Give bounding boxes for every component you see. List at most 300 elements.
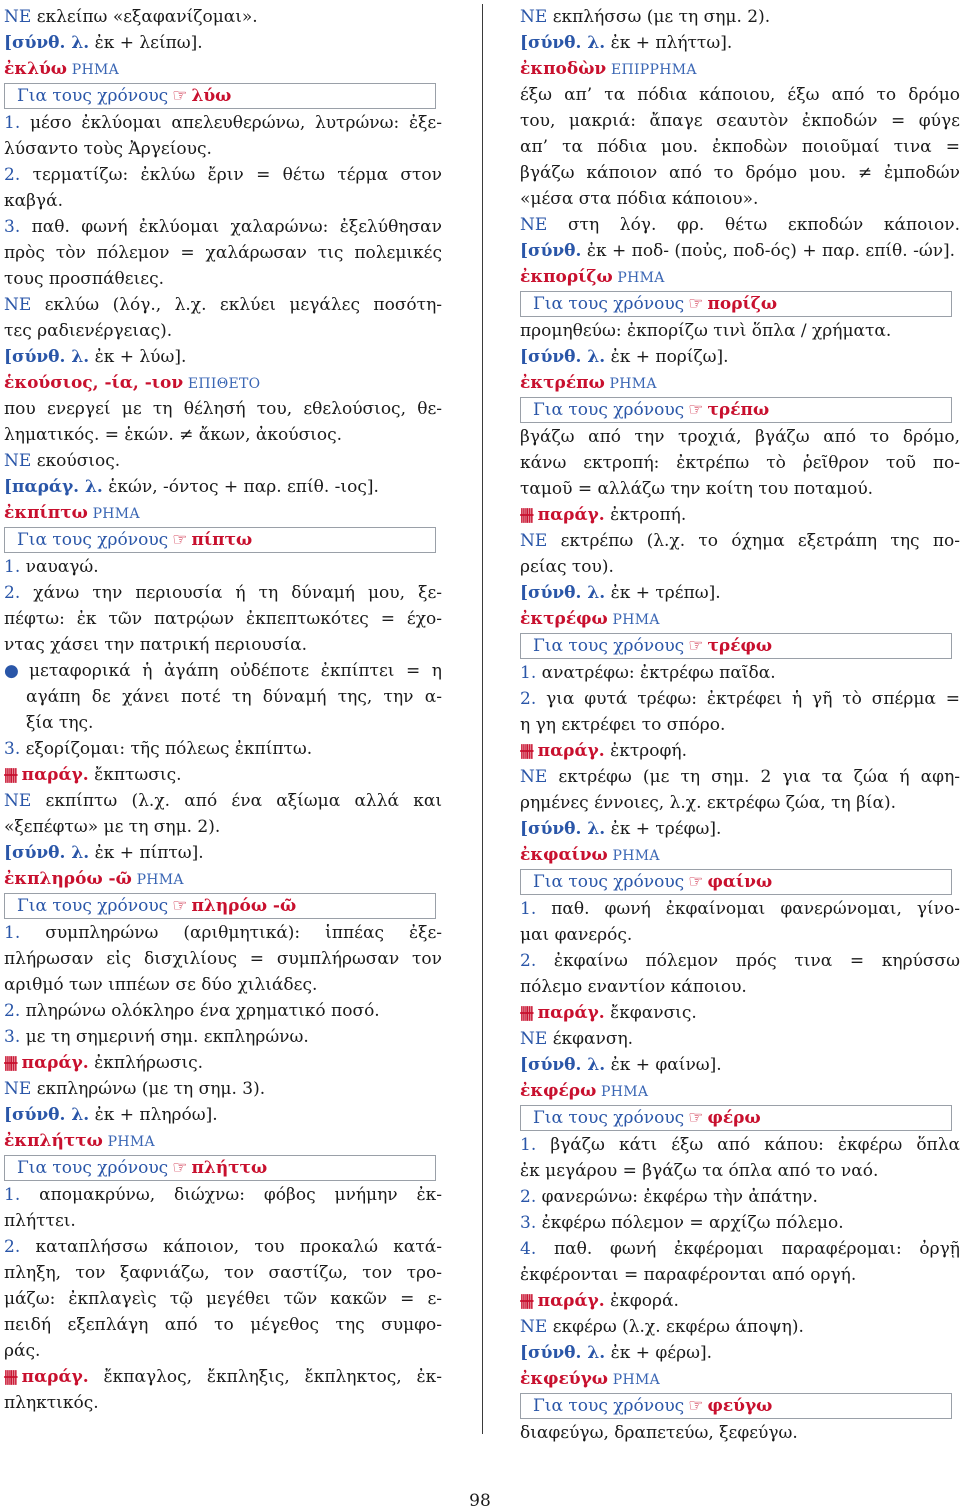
text-span: ρημένες έννοιες, λ.χ. εκτρέφω ζώα, τη βία).	[520, 793, 897, 813]
text-span: ἐκφέρω πόλεμον = αρχίζω πόλεμο.	[536, 1213, 844, 1233]
text-span: με τη σημερινή σημ. εκπληρώνω.	[20, 1027, 309, 1047]
text-line	[4, 788, 442, 814]
text-span: ἐκ + πλήττω].	[605, 33, 733, 53]
text-line	[520, 896, 960, 922]
sense-marker: 2.	[4, 1001, 21, 1021]
text-line	[4, 1102, 442, 1128]
text-span: πληξη, τον ξαφνιάζω, τον σαστίζω, τον τρο-	[4, 1263, 442, 1283]
part-of-speech: ΡΗΜΑ	[607, 848, 660, 864]
text-span: παθ. φωνή ἐκλύομαι χαλαρώνω: ἐξελύθησαν	[20, 217, 442, 237]
headword: ἐκφεύγω	[520, 1369, 608, 1389]
text-line	[4, 1390, 442, 1416]
pointing-hand-icon: ☞	[172, 1158, 188, 1178]
text-span: η γη εκτρέφει το σπόρο.	[520, 715, 726, 735]
text-span: διαφεύγω, δραπετεύω, ξεφεύγω.	[520, 1423, 798, 1443]
tense-label: Για τους χρόνους	[533, 400, 685, 420]
etymology-label: [σύνθ. λ.	[4, 1105, 90, 1125]
text-line	[520, 1026, 960, 1052]
text-line	[520, 4, 960, 30]
text-line	[520, 764, 960, 790]
text-span: του, μακριά: ἄπαγε σεαυτὸν ἐκποδών = φύγε	[520, 111, 960, 131]
tense-reference-verb: πλήττω	[191, 1158, 268, 1178]
text-line	[520, 1158, 960, 1184]
headword: παράγ.	[21, 765, 89, 785]
text-line	[4, 632, 442, 658]
pointing-hand-icon: ☞	[172, 86, 188, 106]
text-line	[520, 1000, 960, 1026]
text-span: ἐκ + πίπτω].	[89, 843, 204, 863]
text-span: εκλείπω «εξαφανίζομαι».	[31, 7, 258, 27]
tense-label: Για τους χρόνους	[17, 86, 169, 106]
text-line	[4, 1024, 442, 1050]
text-line	[520, 580, 960, 606]
text-line	[520, 1420, 960, 1446]
sense-marker: 1.	[4, 557, 21, 577]
part-of-speech: ΡΗΜΑ	[608, 1372, 661, 1388]
text-span: έξω απ’ τα πόδια κάποιου, έξω από το δρόμο	[520, 85, 960, 105]
tense-label: Για τους χρόνους	[533, 1396, 685, 1416]
etymology-label: [σύνθ. λ.	[520, 583, 606, 603]
etymology-label: [παράγ. λ.	[4, 477, 103, 497]
etymology-label: [σύνθ. λ.	[4, 33, 90, 53]
pointing-hand-icon: ☞	[172, 896, 188, 916]
pointing-hand-icon: ☞	[172, 530, 188, 550]
text-line	[4, 946, 442, 972]
text-span: ἔκπαγλος, ἔκπληξις, ἔκπληκτος, ἐκ-	[88, 1367, 442, 1387]
text-span: απομακρύνω, διώχνω: φόβος μνήμην ἐκ-	[20, 1185, 442, 1205]
column-divider	[482, 4, 483, 1434]
text-line	[520, 186, 960, 212]
text-line	[4, 500, 442, 526]
headword: παράγ.	[537, 1291, 605, 1311]
derivatives-tree-icon: ⫵⫵	[520, 505, 532, 525]
headword: παράγ.	[21, 1053, 89, 1073]
text-span: ἐκ + πορίζω].	[605, 347, 729, 367]
etymology-label: [σύνθ. λ.	[520, 347, 606, 367]
sense-marker: ΝΕ	[4, 451, 32, 471]
part-of-speech: ΡΗΜΑ	[612, 270, 665, 286]
derivatives-tree-icon: ⫵⫵	[4, 1367, 16, 1387]
tense-reference-box	[520, 397, 952, 423]
text-line	[520, 424, 960, 450]
text-line	[520, 1314, 960, 1340]
text-span: εξορίζομαι: τῆς πόλεως ἐκπίπτω.	[20, 739, 313, 759]
text-line	[4, 736, 442, 762]
etymology-label: [σύνθ.	[520, 241, 582, 261]
pointing-hand-icon: ☞	[688, 1396, 704, 1416]
text-line	[4, 1234, 442, 1260]
tense-reference-verb: φέρω	[707, 1108, 761, 1128]
text-span: ρείας του).	[520, 557, 614, 577]
text-line	[4, 762, 442, 788]
text-span: πρὸς τὸν πόλεμον = χαλάρωσαν τις πολεμικές	[4, 243, 442, 263]
text-span: ἐκ + λύω].	[89, 347, 187, 367]
tense-reference-box	[4, 893, 436, 919]
text-span: ταμοῦ = αλλάζω την κοίτη του ποταμού.	[520, 479, 874, 499]
text-line	[520, 528, 960, 554]
text-line	[4, 1076, 442, 1102]
derivatives-tree-icon: ⫵⫵	[4, 765, 16, 785]
text-line	[4, 370, 442, 396]
text-line	[4, 1050, 442, 1076]
bullet-icon: ●	[4, 661, 25, 681]
tense-reference-box	[520, 633, 952, 659]
text-span: ἐκ + τρέφω].	[605, 819, 722, 839]
part-of-speech: ΡΗΜΑ	[131, 872, 184, 888]
text-span: παθ. φωνή ἐκφέρομαι παραφέρομαι: ὀργῇ	[536, 1239, 960, 1259]
text-span: έκφανση.	[547, 1029, 634, 1049]
text-line	[520, 922, 960, 948]
text-line	[4, 1338, 442, 1364]
text-line	[4, 840, 442, 866]
text-span: εκπλήσσω (με τη σημ. 2).	[547, 7, 771, 27]
sense-marker: ΝΕ	[520, 1317, 548, 1337]
headword: ἐκπορίζω	[520, 267, 613, 287]
text-span: απ’ τα πόδια μου. ἐκποδὼν ποιοῦμαί τινα =	[520, 137, 960, 157]
text-span: ντας χάσει την πατρική περιουσία.	[4, 635, 308, 655]
derivatives-tree-icon: ⫵⫵	[4, 1053, 16, 1073]
sense-marker: 3.	[520, 1213, 537, 1233]
text-line	[4, 110, 442, 136]
text-span: ράς.	[4, 1341, 41, 1361]
text-span: ἐκ + ποδ- (ποὐς, ποδ-ός) + παρ. επίθ. -ών].	[581, 241, 956, 261]
sense-marker: 3.	[4, 217, 21, 237]
text-line	[520, 1288, 960, 1314]
text-line	[4, 972, 442, 998]
text-line	[4, 56, 442, 82]
text-span: παθ. φωνή ἐκφαίνομαι φανερώνομαι, γίνο-	[536, 899, 960, 919]
tense-reference-verb: πίπτω	[191, 530, 253, 550]
text-line	[520, 790, 960, 816]
text-span: ἐκ + τρέπω].	[605, 583, 721, 603]
part-of-speech: ΕΠΙΡΡΗΜΑ	[606, 62, 697, 78]
tense-reference-verb: λύω	[191, 86, 232, 106]
text-span: εκφέρω (λ.χ. εκφέρω άποψη).	[547, 1317, 804, 1337]
pointing-hand-icon: ☞	[688, 400, 704, 420]
text-line	[4, 1128, 442, 1154]
tense-reference-verb: τρέπω	[707, 400, 770, 420]
text-span: ἐκπλήρωσις.	[88, 1053, 204, 1073]
headword: ἐκτρέπω	[520, 373, 605, 393]
etymology-label: [σύνθ. λ.	[4, 843, 90, 863]
text-line	[520, 502, 960, 528]
sense-marker: ΝΕ	[520, 7, 548, 27]
sense-marker: ΝΕ	[520, 767, 548, 787]
part-of-speech: ΡΗΜΑ	[604, 376, 657, 392]
tense-label: Για τους χρόνους	[533, 294, 685, 314]
left-column	[4, 4, 442, 1416]
text-span: ἐκφορά.	[604, 1291, 679, 1311]
tense-reference-box	[520, 869, 952, 895]
text-span: για φυτά τρέφω: ἐκτρέφει ἡ γῆ τὸ σπέρμα =	[536, 689, 960, 709]
text-line	[4, 4, 442, 30]
derivatives-tree-icon: ⫵⫵	[520, 741, 532, 761]
text-line	[520, 1366, 960, 1392]
text-line	[4, 1208, 442, 1234]
text-span: πληκτικός.	[4, 1393, 99, 1413]
pointing-hand-icon: ☞	[688, 872, 704, 892]
text-span: ἔκπτωσις.	[88, 765, 182, 785]
tense-reference-verb: πορίζω	[707, 294, 778, 314]
headword: ἐκπλήττω	[4, 1131, 103, 1151]
text-span: τερματίζω: ἐκλύω ἔριν = θέτω τέρμα στον	[20, 165, 442, 185]
text-span: μέσο ἐκλύομαι απελευθερώνω, λυτρώνω: ἐξε-	[20, 113, 442, 133]
text-span: λύσαντο τοὺς Ἀργείους.	[4, 139, 212, 159]
text-span: μεταφορικά ἡ ἀγάπη οὐδέποτε ἐκπίπτει = η	[29, 661, 442, 681]
sense-marker: ΝΕ	[4, 1079, 32, 1099]
sense-marker: 1.	[520, 1135, 537, 1155]
text-line	[520, 56, 960, 82]
text-line	[520, 1184, 960, 1210]
tense-reference-verb: φεύγω	[707, 1396, 773, 1416]
sense-marker: 3.	[4, 1027, 21, 1047]
sense-marker: 2.	[520, 1187, 537, 1207]
tense-reference-verb: πληρόω -ῶ	[191, 896, 297, 916]
text-span: ἐκ + πληρόω].	[89, 1105, 218, 1125]
text-line	[520, 712, 960, 738]
etymology-label: [σύνθ. λ.	[4, 347, 90, 367]
tense-label: Για τους χρόνους	[533, 872, 685, 892]
text-line	[4, 554, 442, 580]
sense-marker: 3.	[4, 739, 21, 759]
text-line	[520, 160, 960, 186]
part-of-speech: ΕΠΙΘΕΤΟ	[183, 376, 261, 392]
text-line	[4, 30, 442, 56]
headword: παράγ.	[537, 741, 605, 761]
text-span: ανατρέφω: ἐκτρέφω παῖδα.	[536, 663, 776, 683]
derivatives-tree-icon: ⫵⫵	[520, 1003, 532, 1023]
text-span: προμηθεύω: ἐκπορίζω τινὶ ὅπλα / χρήματα.	[520, 321, 892, 341]
headword: ἐκτρέφω	[520, 609, 608, 629]
sense-marker: 2.	[4, 165, 21, 185]
text-span: ληματικός. = ἑκών. ≠ ἄκων, ἀκούσιος.	[4, 425, 343, 445]
text-line	[520, 660, 960, 686]
text-span: ἐκφαίνω πόλεμον πρός τινα = κηρύσσω	[536, 951, 960, 971]
sense-marker: 4.	[520, 1239, 537, 1259]
text-span: χάνω την περιουσία ή τη δύναμή μου, ξε-	[20, 583, 442, 603]
text-line	[4, 136, 442, 162]
text-line	[520, 974, 960, 1000]
headword: ἐκπληρόω	[4, 869, 103, 889]
text-span: καταπλήσσω κάποιον, του προκαλώ κατά-	[20, 1237, 442, 1257]
text-line	[520, 1078, 960, 1104]
text-line	[520, 344, 960, 370]
text-line	[4, 684, 442, 710]
text-span: ἐκ + λείπω].	[89, 33, 203, 53]
text-line	[4, 814, 442, 840]
text-span: ναυαγώ.	[20, 557, 99, 577]
text-span: στη λόγ. φρ. θέτω εκποδών κάποιον.	[547, 215, 960, 235]
text-span: τους προσπάθειες.	[4, 269, 164, 289]
sense-marker: ΝΕ	[4, 791, 32, 811]
text-span: ἐκτροπή.	[604, 505, 687, 525]
text-span: φανερώνω: ἐκφέρω τὴν ἀπάτην.	[536, 1187, 818, 1207]
text-span: καβγά.	[4, 191, 63, 211]
tense-label: Για τους χρόνους	[533, 636, 685, 656]
text-line	[4, 422, 442, 448]
text-line	[4, 318, 442, 344]
text-line	[4, 1364, 442, 1390]
tense-label: Για τους χρόνους	[533, 1108, 685, 1128]
text-line	[4, 606, 442, 632]
text-line	[4, 162, 442, 188]
headword: -ῶ	[102, 869, 132, 889]
sense-marker: 1.	[4, 923, 21, 943]
text-span: εκτρέπω (λ.χ. το όχημα εξετράπη της πο-	[547, 531, 960, 551]
text-line	[520, 606, 960, 632]
text-span: τες ραδιενέργειας).	[4, 321, 173, 341]
tense-label: Για τους χρόνους	[17, 530, 169, 550]
text-line	[520, 238, 960, 264]
tense-reference-box	[4, 527, 436, 553]
text-span: πλήρωσαν εἰς δισχιλίους = συμπλήρωσαν τον	[4, 949, 442, 969]
text-line	[520, 1262, 960, 1288]
text-line	[4, 866, 442, 892]
etymology-label: [σύνθ. λ.	[520, 819, 606, 839]
text-span: βγάζω κάτι έξω από κάπου: ἐκφέρω ὅπλα	[536, 1135, 960, 1155]
headword: παράγ.	[21, 1367, 89, 1387]
text-span: ἐκτροφή.	[604, 741, 687, 761]
right-column	[520, 4, 960, 1446]
tense-label: Για τους χρόνους	[17, 896, 169, 916]
pointing-hand-icon: ☞	[688, 294, 704, 314]
headword: ἐκλύω	[4, 59, 67, 79]
text-span: εκτρέφω (με τη σημ. 2 για τα ζώα ή αφη-	[547, 767, 960, 787]
text-line	[4, 1182, 442, 1208]
headword: ἑκούσιος, -ία, -ιον	[4, 373, 184, 393]
text-line	[520, 948, 960, 974]
tense-reference-verb: τρέφω	[707, 636, 773, 656]
text-span: «μέσα στα πόδια κάποιου».	[520, 189, 759, 209]
text-span: ἑκών, -όντος + παρ. επίθ. -ιος].	[102, 477, 379, 497]
headword: παράγ.	[537, 505, 605, 525]
sense-marker: ΝΕ	[4, 295, 32, 315]
sense-marker: ΝΕ	[520, 1029, 548, 1049]
part-of-speech: ΡΗΜΑ	[596, 1084, 649, 1100]
text-line	[520, 134, 960, 160]
text-span: βγάζω κάποιον από το δρόμο μου. ≠ ἐμποδών	[520, 163, 960, 183]
text-span: πειδή εξεπλάγη από το μέγεθος της συμφο-	[4, 1315, 442, 1335]
headword: ἐκφαίνω	[520, 845, 608, 865]
text-line	[4, 998, 442, 1024]
text-span: ἐκ + φαίνω].	[605, 1055, 722, 1075]
text-line	[520, 370, 960, 396]
etymology-label: [σύνθ. λ.	[520, 33, 606, 53]
text-line	[520, 842, 960, 868]
part-of-speech: ΡΗΜΑ	[66, 62, 120, 78]
derivatives-tree-icon: ⫵⫵	[520, 1291, 532, 1311]
text-span: πέφτω: ἐκ τῶν πατρῴων ἐκπεπτωκότες = έχο-	[4, 609, 442, 629]
sense-marker: 1.	[4, 1185, 21, 1205]
text-span: εκούσιος.	[31, 451, 121, 471]
part-of-speech: ΡΗΜΑ	[102, 1134, 155, 1150]
text-line	[4, 920, 442, 946]
headword: παράγ.	[537, 1003, 605, 1023]
sense-marker: ΝΕ	[520, 531, 548, 551]
text-span: ἔκφανσις.	[604, 1003, 697, 1023]
text-span: ξία της.	[26, 713, 94, 733]
tense-reference-box	[4, 83, 436, 109]
text-line	[520, 108, 960, 134]
text-line	[4, 1312, 442, 1338]
text-span: βγάζω από την τροχιά, βγάζω από το δρόμο,	[520, 427, 960, 447]
tense-reference-verb: φαίνω	[707, 872, 773, 892]
pointing-hand-icon: ☞	[688, 1108, 704, 1128]
text-line	[4, 448, 442, 474]
text-line	[4, 710, 442, 736]
text-span: αγάπη δε χάνει ποτέ τη δύναμή της, την α-	[26, 687, 442, 707]
text-line	[520, 82, 960, 108]
text-span: εκπίπτω (λ.χ. από ένα αξίωμα αλλά και	[31, 791, 442, 811]
text-line	[4, 266, 442, 292]
text-line	[4, 292, 442, 318]
text-span: πόλεμο εναντίον κάποιου.	[520, 977, 747, 997]
sense-marker: 2.	[520, 689, 537, 709]
text-span: μάζω: ἐκπλαγεὶς τῷ μεγέθει τῶν κακῶν = ε-	[4, 1289, 442, 1309]
text-line	[520, 1210, 960, 1236]
text-span: «ξεπέφτω» με τη σημ. 2).	[4, 817, 221, 837]
page-number: 98	[469, 1491, 491, 1511]
sense-marker: ΝΕ	[520, 215, 548, 235]
tense-label: Για τους χρόνους	[17, 1158, 169, 1178]
headword: ἐκφέρω	[520, 1081, 597, 1101]
text-line	[520, 318, 960, 344]
text-line	[4, 240, 442, 266]
text-line	[4, 214, 442, 240]
headword: ἐκποδὼν	[520, 59, 607, 79]
tense-reference-box	[520, 291, 952, 317]
text-span: αριθμό των ιππέων σε δύο χιλιάδες.	[4, 975, 318, 995]
text-line	[520, 554, 960, 580]
sense-marker: 1.	[520, 899, 537, 919]
text-line	[4, 1286, 442, 1312]
text-line	[4, 580, 442, 606]
text-span: μαι φανερός.	[520, 925, 633, 945]
text-span: ἐκφέρονται = παραφέρονται από οργή.	[520, 1265, 857, 1285]
sense-marker: 2.	[4, 1237, 21, 1257]
text-line	[520, 476, 960, 502]
text-line	[520, 1052, 960, 1078]
sense-marker: 2.	[520, 951, 537, 971]
text-line	[520, 686, 960, 712]
sense-marker: 1.	[520, 663, 537, 683]
text-line	[4, 188, 442, 214]
text-line	[520, 30, 960, 56]
text-line	[520, 450, 960, 476]
text-line	[520, 212, 960, 238]
text-span: που ενεργεί με τη θέλησή του, εθελούσιος, θε-	[4, 399, 442, 419]
tense-reference-box	[520, 1105, 952, 1131]
text-span: ἐκ + φέρω].	[605, 1343, 712, 1363]
text-span: ἐκ μεγάρου = βγάζω τα όπλα από το ναό.	[520, 1161, 879, 1181]
headword: ἐκπίπτω	[4, 503, 88, 523]
text-line	[520, 264, 960, 290]
text-line	[520, 1236, 960, 1262]
text-span: εκπληρώνω (με τη σημ. 3).	[31, 1079, 266, 1099]
etymology-label: [σύνθ. λ.	[520, 1055, 606, 1075]
text-line	[520, 1340, 960, 1366]
text-line	[4, 396, 442, 422]
text-span: πλήττει.	[4, 1211, 76, 1231]
sense-marker: 2.	[4, 583, 21, 603]
text-span: συμπληρώνω (αριθμητικά): ἱππέας ἐξε-	[20, 923, 442, 943]
text-line	[4, 1260, 442, 1286]
sense-marker: 1.	[4, 113, 21, 133]
text-line	[4, 344, 442, 370]
part-of-speech: ΡΗΜΑ	[87, 506, 140, 522]
text-line	[520, 816, 960, 842]
text-line	[520, 1132, 960, 1158]
